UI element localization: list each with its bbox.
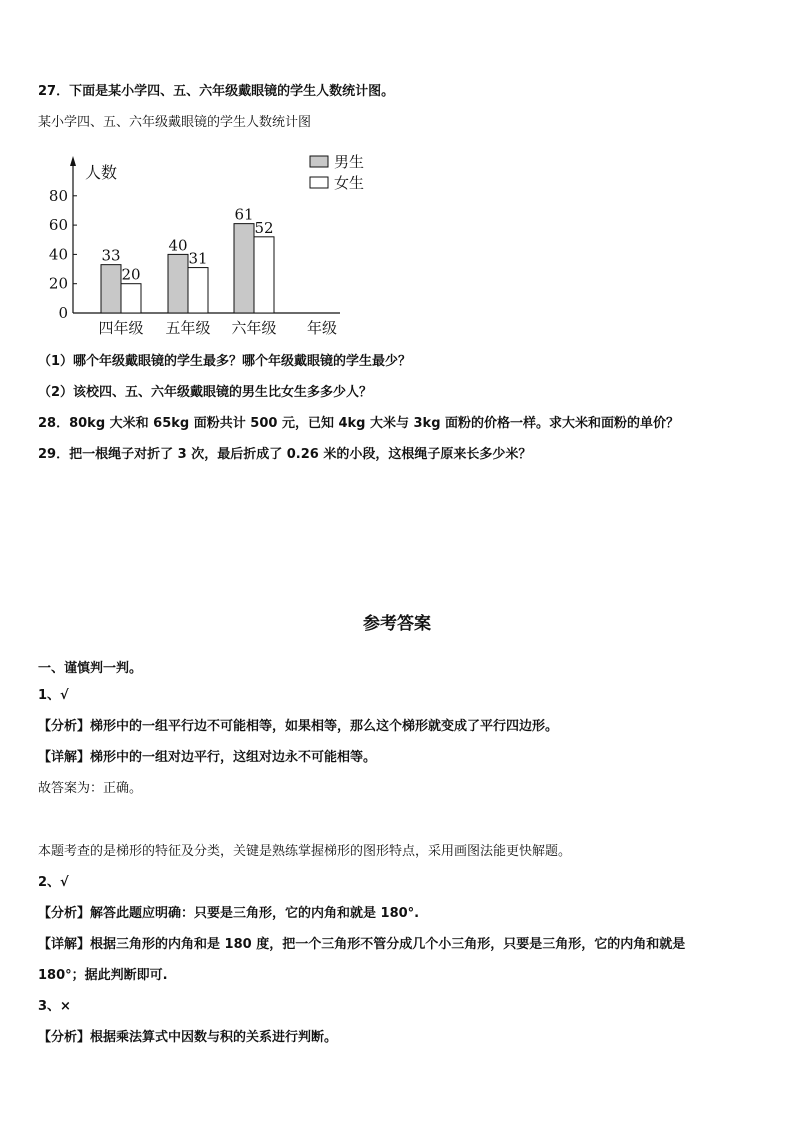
answer-3-analysis: 【分析】根据乘法算式中因数与积的关系进行判断。 [38, 1030, 338, 1045]
y-tick-label: 40 [48, 245, 68, 264]
answer-1-conclusion: 故答案为：正确。 [38, 781, 143, 796]
answer-2-detail: 【详解】根据三角形的内角和是 180 度，把一个三角形不管分成几个小三角形，只要是三角形，它的内角和就是 [38, 937, 686, 952]
chart-caption: 某小学四、五、六年级戴眼镜的学生人数统计图 [38, 115, 312, 130]
legend-swatch [310, 177, 328, 188]
answer-1-analysis: 【分析】梯形中的一组平行边不可能相等，如果相等，那么这个梯形就变成了平行四边形。 [38, 719, 559, 734]
legend-label: 女生 [334, 174, 365, 192]
y-axis-arrow [70, 156, 76, 166]
data-label: 61 [234, 205, 254, 224]
question-27-2: （2）该校四、五、六年级戴眼镜的男生比女生多多少人？ [38, 385, 373, 400]
answer-1-detail: 【详解】梯形中的一组对边平行，这组对边永不可能相等。 [38, 750, 377, 765]
answer-2-detail-cont: 180°；据此判断即可. [38, 968, 168, 983]
data-label: 31 [188, 249, 208, 268]
y-axis-label: 人数 [85, 163, 118, 182]
bar-男生-四年级 [101, 265, 121, 313]
bar-女生-五年级 [188, 268, 208, 313]
question-28: 28．80kg 大米和 65kg 面粉共计 500 元，已知 4kg 大米与 3kg 面粉的价格一样。求大米和面粉的单价？ [38, 416, 680, 431]
question-27: 27．下面是某小学四、五、六年级戴眼镜的学生人数统计图。 [38, 84, 395, 99]
y-tick-label: 80 [48, 186, 68, 205]
question-27-1: （1）哪个年级戴眼镜的学生最多？哪个年级戴眼镜的学生最少？ [38, 354, 412, 369]
y-tick-label: 0 [58, 304, 68, 322]
bar-女生-六年级 [254, 237, 274, 313]
y-tick-label: 60 [48, 216, 68, 235]
bar-女生-四年级 [121, 284, 141, 313]
question-29: 29．把一根绳子对折了 3 次，最后折成了 0.26 米的小段，这根绳子原来长多少米？ [38, 447, 532, 462]
chart-legend [310, 153, 364, 192]
bar-男生-五年级 [168, 254, 188, 313]
answers-title: 参考答案 [363, 614, 431, 634]
data-label: 33 [101, 246, 121, 265]
x-tick-label: 六年级 [231, 319, 277, 337]
answer-1-number: 1、√ [38, 688, 69, 703]
x-axis-label: 年级 [306, 319, 338, 337]
x-tick-label: 五年级 [165, 319, 211, 337]
data-label: 52 [254, 218, 274, 237]
answer-3-number: 3、× [38, 999, 71, 1014]
answers-section-1: 一、谨慎判一判。 [38, 661, 143, 676]
y-tick-label: 20 [48, 274, 68, 293]
bar-男生-六年级 [234, 224, 254, 313]
answer-2-number: 2、√ [38, 875, 69, 890]
data-label: 40 [168, 236, 188, 255]
answer-2-analysis: 【分析】解答此题应明确：只要是三角形，它的内角和就是 180°. [38, 906, 420, 921]
legend-swatch [310, 156, 328, 167]
legend-label: 男生 [334, 153, 365, 171]
x-tick-label: 四年级 [98, 319, 144, 337]
data-label: 20 [121, 265, 141, 284]
bar-chart [40, 148, 365, 348]
answer-1-summary: 本题考查的是梯形的特征及分类，关键是熟练掌握梯形的图形特点，采用画图法能更快解题。 [38, 844, 572, 859]
